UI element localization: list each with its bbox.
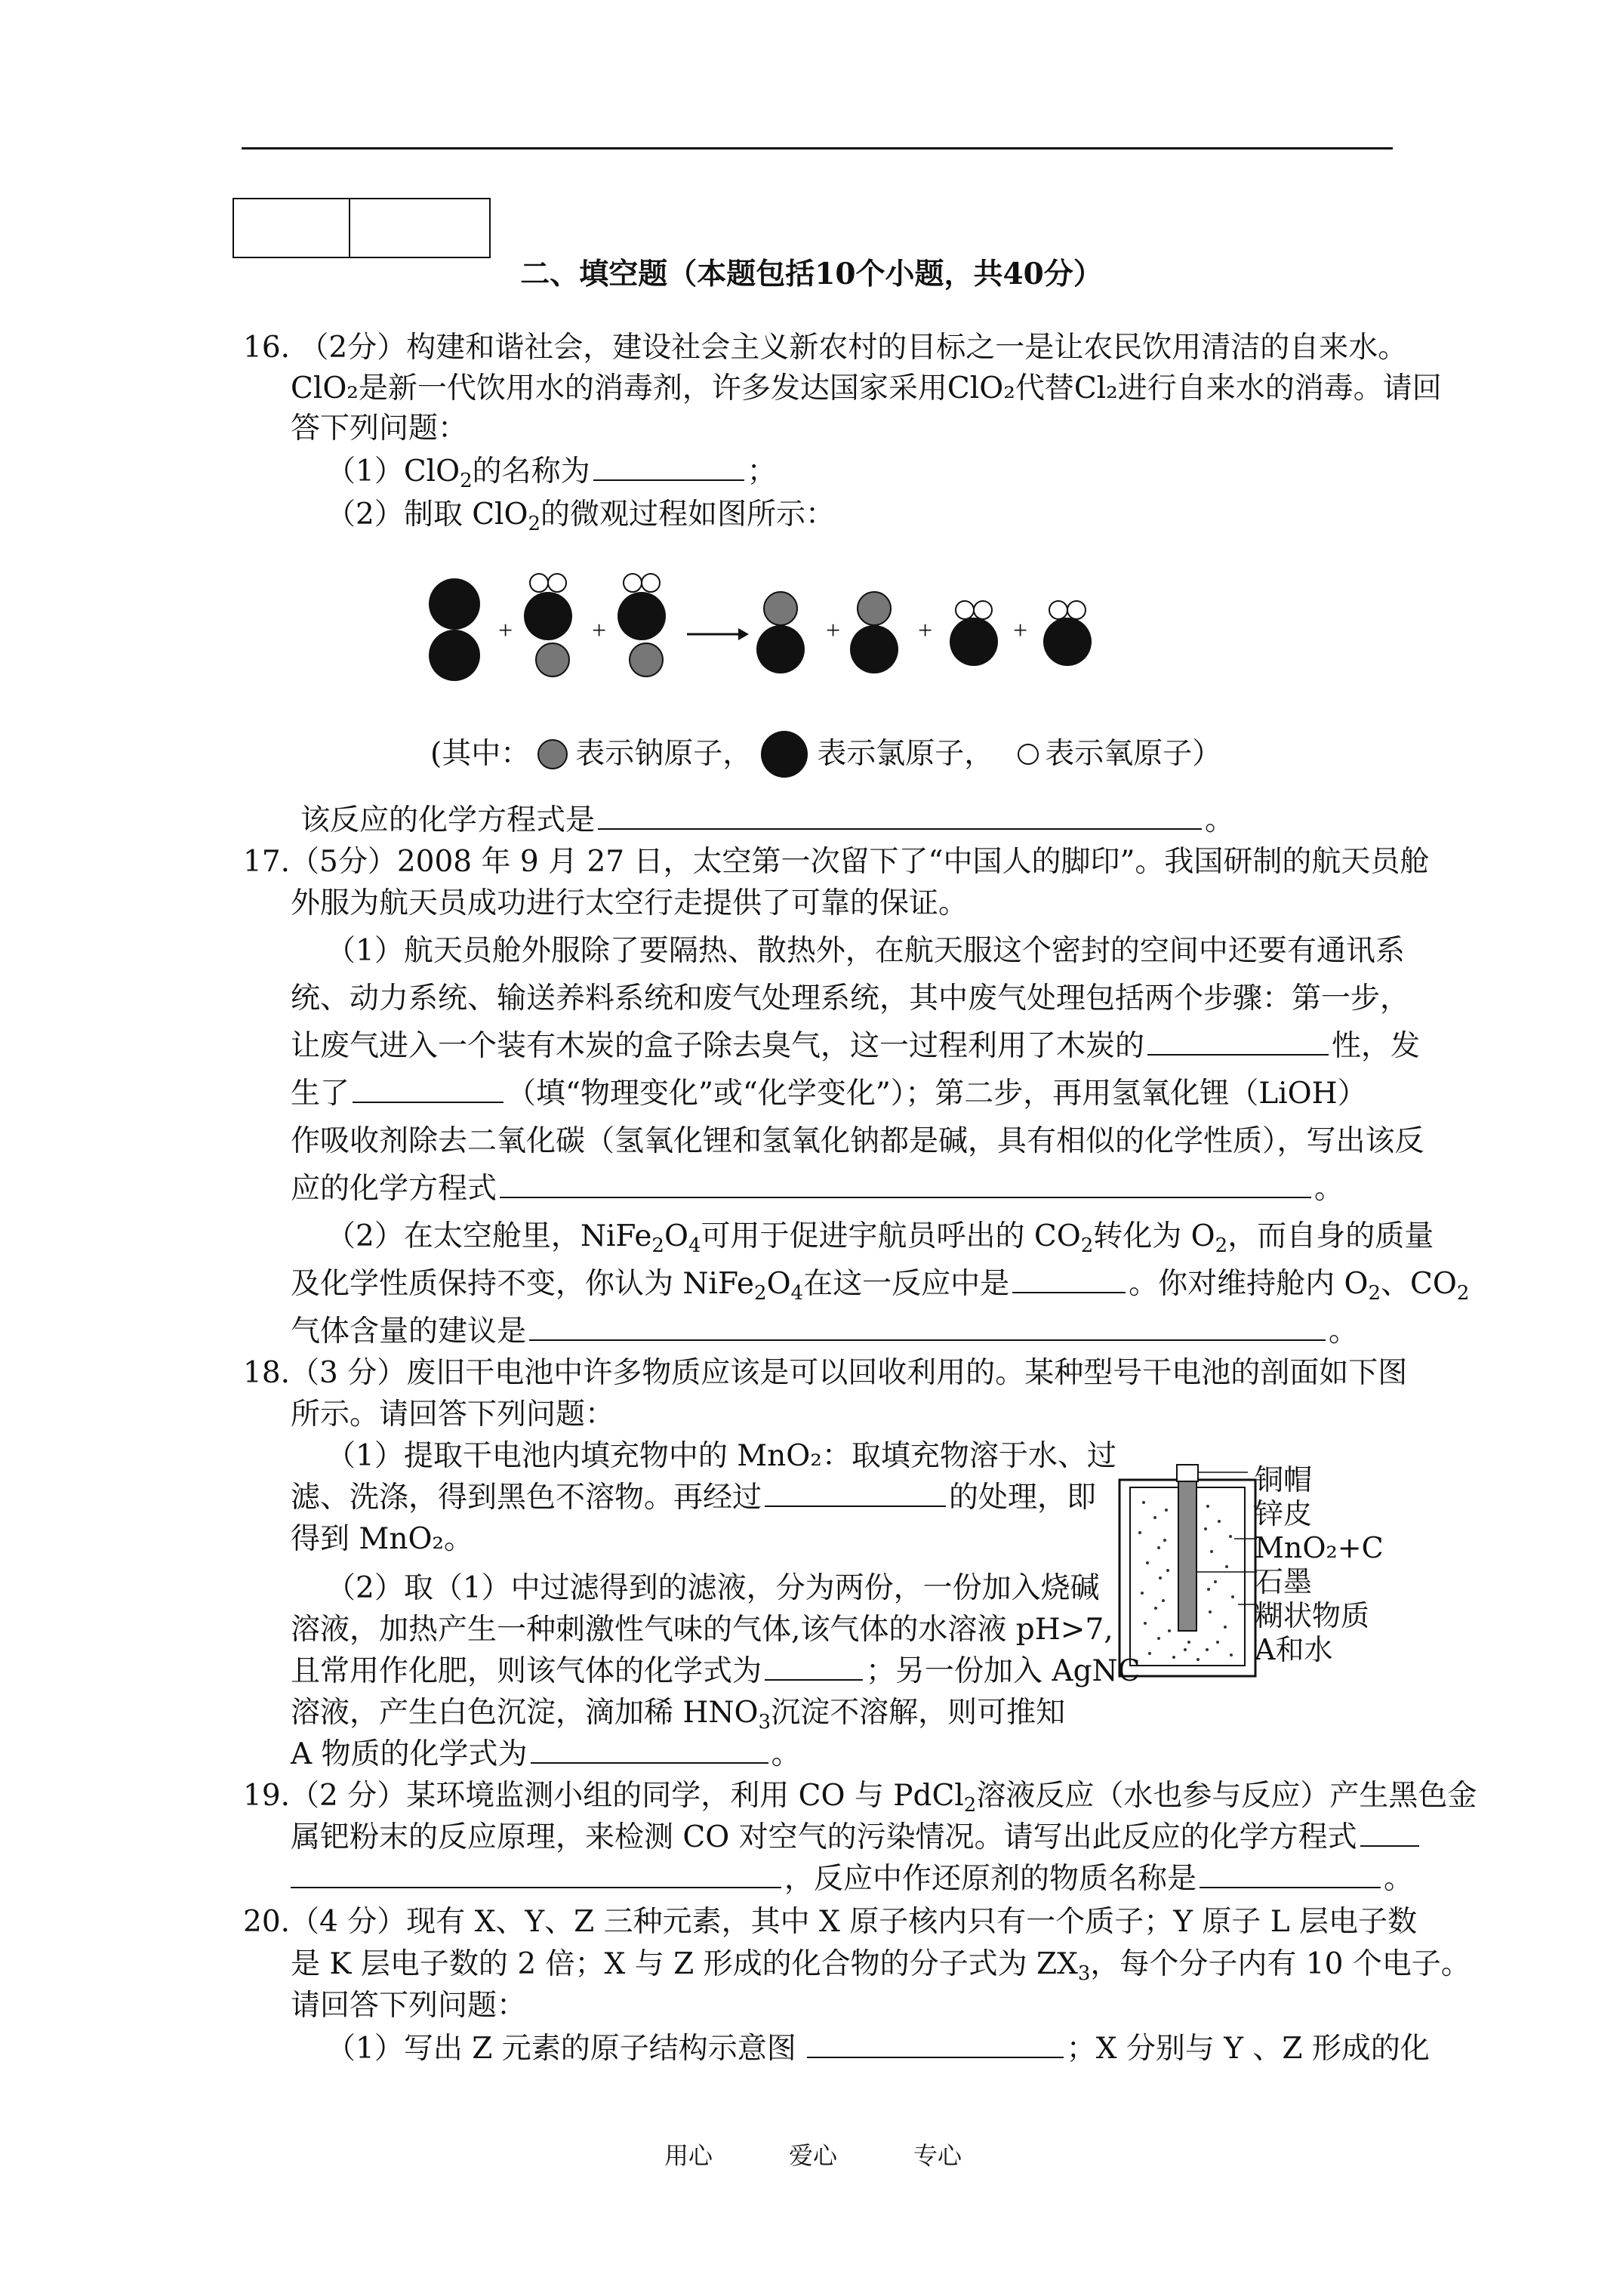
footer-item-1: 用心 [664,2141,713,2170]
q18-p2-line3: 且常用作化肥，则该气体的化学式为 ；另一份加入 AgNC [291,1654,1141,1688]
q16-equation: 该反应的化学方程式是 。 [300,803,1235,837]
svg-text:+: + [826,617,841,645]
footer-item-2: 爱心 [789,2141,838,2170]
label-zinc-skin: 锌皮 [1255,1497,1313,1530]
q16-answer-blank-2[interactable] [598,803,1202,830]
molecule-reaction-diagram [423,566,1117,695]
oxygen-atom-icon [1015,741,1042,768]
q17-p2-line3: 气体含量的建议是 。 [291,1314,1359,1348]
svg-text:+: + [918,617,933,645]
q18-line2: 所示。请回答下列问题： [291,1398,615,1432]
q18-answer-blank-1[interactable] [765,1480,946,1507]
q17-answer-blank-3[interactable] [500,1171,1311,1198]
battery-cross-section-diagram [1113,1457,1264,1684]
q17-p1-line6: 应的化学方程式 。 [291,1172,1344,1206]
q17-p1-line5: 作吸收剂除去二氧化碳（氢氧化锂和氢氧化钠都是碱，具有相似的化学性质），写出该反 [291,1124,1424,1158]
q18-p2-line4: 溶液，产生白色沉淀，滴加稀 $HNO_3$沉淀不溶解，则可推知 [291,1696,1066,1734]
q17-p2-line1: （2）在太空舱里，$NiFe_2O_4$可用于促进宇航员呼出的 $CO_2$转化为 $O_2$，而自身的质量 [326,1219,1434,1257]
q16-sub2: （2）制取 ClO$_2$的微观过程如图所示： [326,498,836,535]
svg-text:+: + [1013,617,1028,645]
footer-item-3: 专心 [913,2141,962,2170]
q19-answer-blank-1[interactable] [1360,1820,1419,1847]
q16-line2: ClO₂是新一代饮用水的消毒剂，许多发达国家采用ClO₂代替Cl₂进行自来水的消毒。请回 [291,371,1442,405]
label-mno2-c: MnO₂+C [1255,1531,1384,1564]
q17-p1-line1: （1）航天员舱外服除了要隔热、散热外，在航天服这个密封的空间中还要有通讯系 [326,934,1405,968]
q16-answer-blank-1[interactable] [593,454,744,481]
q17-line2: 外服为航天员成功进行太空行走提供了可靠的保证。 [291,886,969,920]
q19-answer-blank-2[interactable] [291,1861,781,1888]
q18-answer-blank-2[interactable] [765,1653,863,1681]
q17-answer-blank-4[interactable] [1012,1266,1126,1293]
q17-p1-line4: 生了 （填“物理变化”或“化学变化”）；第二步，再用氢氧化锂（LiOH） [291,1077,1367,1111]
q17-answer-blank-5[interactable] [529,1314,1326,1341]
q18-p1-line1: （1）提取干电池内填充物中的 MnO₂：取填充物溶于水、过 [326,1439,1116,1473]
q18-p2-line1: （2）取（1）中过滤得到的滤液，分为两份，一份加入烧碱 [326,1571,1100,1605]
section-title: 二、填空题（本题包括10个小题，共40分） [520,257,1103,291]
q20-line3: 请回答下列问题： [291,1989,527,2023]
q19-line1: 19.（2 分）某环境监测小组的同学，利用 CO 与 PdCl$_2$溶液反应（水也参与反应）产生黑色金 [243,1779,1477,1817]
q17-line1: 17.（5分）2008 年 9 月 27 日，太空第一次留下了“中国人的脚印”。我国研制的航天员舱 [243,845,1430,879]
header-rule [242,147,1393,149]
score-box [233,198,491,258]
q16-legend: (其中： 表示钠原子， 表示氯原子， 表示氧原子） [430,729,1221,779]
q20-line4: （1）写出 Z 元素的原子结构示意图 ；X 分别与 Y 、Z 形成的化 [326,2032,1430,2066]
label-copper-cap: 铜帽 [1255,1463,1313,1496]
q19-line2: 属钯粉末的反应原理，来检测 CO 对空气的污染情况。请写出此反应的化学方程式 [291,1820,1422,1856]
sodium-atom-icon [536,738,569,771]
q17-answer-blank-1[interactable] [1147,1028,1329,1056]
q19-line3: ，反应中作还原剂的物质名称是 。 [291,1861,1413,1897]
q17-p1-line3: 让废气进入一个装有木炭的盒子除去臭气，这一过程利用了木炭的 性，发 [291,1029,1421,1063]
q20-line2: 是 K 层电子数的 2 倍；X 与 Z 形成的化合物的分子式为 $ZX_3$，每个分子内有 10 个电子。 [291,1947,1471,1985]
q16-line1: 16. （2分）构建和谐社会，建设社会主义新农村的目标之一是让农民饮用清洁的自来水。 [243,331,1408,365]
svg-text:+: + [592,617,607,645]
q17-answer-blank-2[interactable] [353,1076,504,1103]
q18-answer-blank-3[interactable] [531,1737,768,1764]
battery-labels [1255,1463,1384,1667]
q18-p1-line2: 滤、洗涤，得到黑色不溶物。再经过 的处理，即 [291,1481,1097,1515]
svg-text:+: + [498,617,513,645]
chlorine-atom-icon [758,729,811,779]
q18-p1-line3: 得到 MnO₂。 [291,1522,474,1556]
q16-sub1: （1）ClO$_2$的名称为 ； [326,455,777,492]
q18-p2-line5: A 物质的化学式为 。 [291,1737,801,1771]
q19-answer-blank-3[interactable] [1200,1861,1381,1888]
q18-p2-line2: 溶液，加热产生一种刺激性气味的气体,该气体的水溶液 pH>7, [291,1613,1113,1647]
q20-line1: 20.（4 分）现有 X、Y、Z 三种元素，其中 X 原子核内只有一个质子；Y 原子 L 层电子数 [243,1905,1418,1939]
q18-line1: 18.（3 分）废旧干电池中许多物质应该是可以回收利用的。某种型号干电池的剖面如下图 [243,1356,1408,1390]
q17-p1-line2: 统、动力系统、输送养料系统和废气处理系统，其中废气处理包括两个步骤：第一步， [291,982,1410,1015]
q20-answer-blank-1[interactable] [807,2031,1064,2058]
q17-p2-line2: 及化学性质保持不变，你认为 $NiFe_2O_4$在这一反应中是 。你对维持舱内 $O_2$、$CO_2$ [291,1267,1470,1305]
label-paste: 糊状物质 [1255,1599,1370,1632]
label-a-and-water: A和水 [1255,1633,1333,1666]
q16-line3: 答下列问题： [291,411,468,445]
label-graphite: 石墨 [1255,1565,1313,1598]
